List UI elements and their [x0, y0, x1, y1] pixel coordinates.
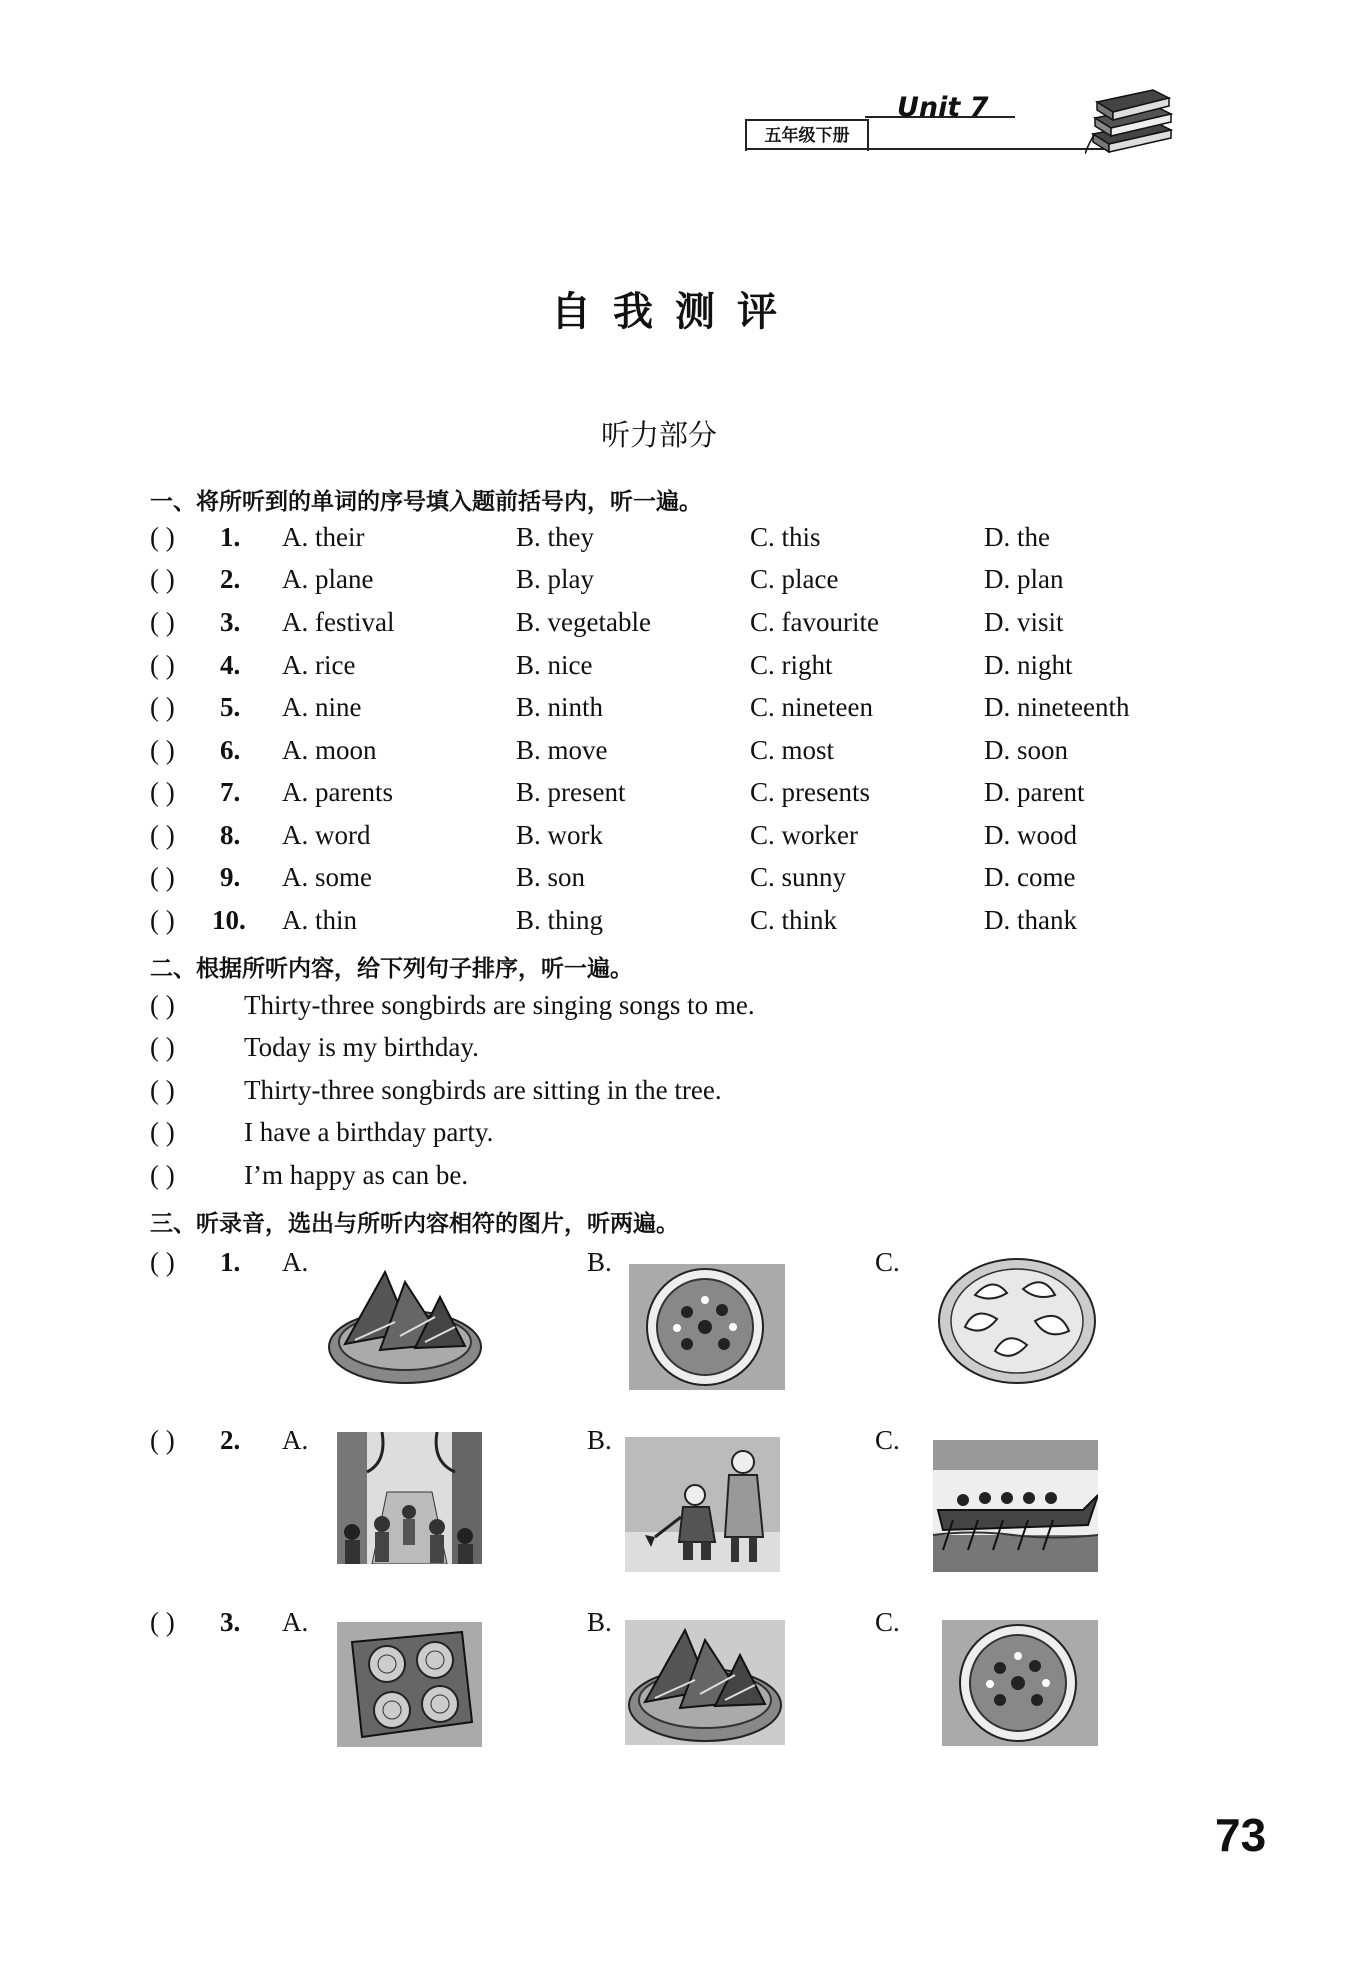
- answer-blank[interactable]: ( ): [150, 990, 175, 1020]
- sentence-text: Thirty-three songbirds are sitting in the tree.: [244, 1075, 722, 1105]
- option-b-label: B.: [587, 1607, 612, 1637]
- page-number: 73: [1215, 1809, 1267, 1861]
- option-a: A.: [282, 1425, 309, 1455]
- option-c: C. right: [750, 650, 833, 680]
- question-number: 4.: [220, 650, 241, 680]
- option-d: D. night: [984, 650, 1073, 680]
- q5-row: [150, 692, 1200, 732]
- option-d: D. parent: [984, 777, 1085, 807]
- option-c: C. nineteen: [750, 692, 873, 722]
- question-number: 10.: [212, 905, 246, 935]
- q10-row: [150, 905, 1200, 945]
- option-b-label: B.: [587, 1425, 612, 1455]
- option-b: B. play: [516, 564, 594, 594]
- section-1-instruction: 一、将所听到的单词的序号填入题前括号内，听一遍。: [150, 489, 702, 515]
- option-c: C. favourite: [750, 607, 879, 637]
- answer-blank[interactable]: ( ): [150, 692, 175, 722]
- question-number: 8.: [220, 820, 241, 850]
- option-a: A. word: [282, 820, 371, 850]
- option-b: B. thing: [516, 905, 604, 935]
- option-b: B. move: [516, 735, 608, 765]
- option-b: B. work: [516, 820, 603, 850]
- option-b: B. ninth: [516, 692, 604, 722]
- mooncakes-picture[interactable]: [337, 1622, 482, 1747]
- sentence-text: Today is my birthday.: [244, 1032, 479, 1062]
- option-a: A. some: [282, 862, 372, 892]
- option-b-label: B.: [587, 1247, 612, 1277]
- page-title: 自我测评: [551, 289, 799, 335]
- pizza-picture[interactable]: [940, 1618, 1100, 1748]
- answer-blank[interactable]: ( ): [150, 1160, 175, 1190]
- answer-blank[interactable]: ( ): [150, 522, 175, 552]
- question-number: 3.: [220, 607, 241, 637]
- option-c: C. most: [750, 735, 835, 765]
- option-d: D. thank: [984, 905, 1077, 935]
- option-c-label: C.: [875, 1247, 900, 1277]
- option-c: C. place: [750, 564, 839, 594]
- question-number: 7.: [220, 777, 241, 807]
- option-a: A. parents: [282, 777, 393, 807]
- sentence-row: [150, 990, 1200, 1030]
- option-a: A. thin: [282, 905, 358, 935]
- sentence-row: [150, 1032, 1200, 1072]
- option-a: A. their: [282, 522, 365, 552]
- option-b: B. present: [516, 777, 626, 807]
- dumplings-picture[interactable]: [935, 1255, 1100, 1387]
- dragon-boat-picture[interactable]: [933, 1440, 1098, 1572]
- option-b: B. son: [516, 862, 586, 892]
- question-number: 2.: [220, 564, 241, 594]
- sentence-text: I’m happy as can be.: [244, 1160, 469, 1190]
- option-b: B. vegetable: [516, 607, 651, 637]
- option-a: A. plane: [282, 564, 374, 594]
- answer-blank[interactable]: ( ): [150, 777, 175, 807]
- option-d: D. come: [984, 862, 1076, 892]
- q2-row: [150, 564, 1200, 604]
- question-number: 3.: [220, 1607, 241, 1637]
- option-a: A. festival: [282, 607, 395, 637]
- sentence-text: Thirty-three songbirds are singing songs to me.: [244, 990, 755, 1020]
- option-d: D. the: [984, 522, 1050, 552]
- answer-blank[interactable]: ( ): [150, 1425, 175, 1455]
- option-c: C. worker: [750, 820, 858, 850]
- option-c: C. think: [750, 905, 838, 935]
- section-2-instruction: 二、根据所听内容，给下列句子排序，听一遍。: [150, 956, 633, 982]
- zongzi-picture[interactable]: [625, 1620, 785, 1745]
- header-rule: [745, 148, 1105, 150]
- sentence-text: I have a birthday party.: [244, 1117, 494, 1147]
- answer-blank[interactable]: ( ): [150, 1117, 175, 1147]
- answer-blank[interactable]: ( ): [150, 735, 175, 765]
- answer-blank[interactable]: ( ): [150, 905, 175, 935]
- answer-blank[interactable]: ( ): [150, 650, 175, 680]
- page-header: [745, 92, 1175, 156]
- option-a: A.: [282, 1247, 309, 1277]
- answer-blank[interactable]: ( ): [150, 1075, 175, 1105]
- option-b: B. they: [516, 522, 594, 552]
- answer-blank[interactable]: ( ): [150, 862, 175, 892]
- option-d: D. visit: [984, 607, 1064, 637]
- option-c: C. sunny: [750, 862, 847, 892]
- q4-row: [150, 650, 1200, 690]
- question-number: 1.: [220, 1247, 241, 1277]
- sentence-row: [150, 1075, 1200, 1115]
- grade-label: 五年级下册: [745, 119, 869, 151]
- q6-row: [150, 735, 1200, 775]
- children-fireworks-picture[interactable]: [625, 1437, 780, 1572]
- question-number: 1.: [220, 522, 241, 552]
- answer-blank[interactable]: ( ): [150, 607, 175, 637]
- sentence-row: [150, 1160, 1200, 1200]
- pizza-picture[interactable]: [627, 1262, 787, 1392]
- q3-row: [150, 607, 1200, 647]
- option-d: D. nineteenth: [984, 692, 1130, 722]
- option-c-label: C.: [875, 1607, 900, 1637]
- option-c-label: C.: [875, 1425, 900, 1455]
- option-a: A.: [282, 1607, 309, 1637]
- option-b: B. nice: [516, 650, 593, 680]
- answer-blank[interactable]: ( ): [150, 820, 175, 850]
- question-number: 2.: [220, 1425, 241, 1455]
- q9-row: [150, 862, 1200, 902]
- answer-blank[interactable]: ( ): [150, 1247, 175, 1277]
- option-d: D. wood: [984, 820, 1077, 850]
- unit-label: Unit 7: [897, 92, 989, 123]
- option-d: D. plan: [984, 564, 1064, 594]
- option-a: A. moon: [282, 735, 377, 765]
- option-c: C. presents: [750, 777, 870, 807]
- zongzi-picture[interactable]: [325, 1262, 485, 1387]
- page-subtitle: 听力部分: [600, 418, 717, 452]
- option-a: A. nine: [282, 692, 362, 722]
- option-c: C. this: [750, 522, 821, 552]
- q7-row: [150, 777, 1200, 817]
- option-d: D. soon: [984, 735, 1069, 765]
- question-number: 9.: [220, 862, 241, 892]
- answer-blank[interactable]: ( ): [150, 1607, 175, 1637]
- section-3-instruction: 三、听录音，选出与所听内容相符的图片，听两遍。: [150, 1211, 679, 1237]
- question-number: 5.: [220, 692, 241, 722]
- books-icon: [1085, 82, 1175, 154]
- q1-row: [150, 522, 1200, 562]
- street-crowd-picture[interactable]: [337, 1432, 482, 1564]
- option-a: A. rice: [282, 650, 356, 680]
- q8-row: [150, 820, 1200, 860]
- answer-blank[interactable]: ( ): [150, 1032, 175, 1062]
- sentence-row: [150, 1117, 1200, 1157]
- answer-blank[interactable]: ( ): [150, 564, 175, 594]
- question-number: 6.: [220, 735, 241, 765]
